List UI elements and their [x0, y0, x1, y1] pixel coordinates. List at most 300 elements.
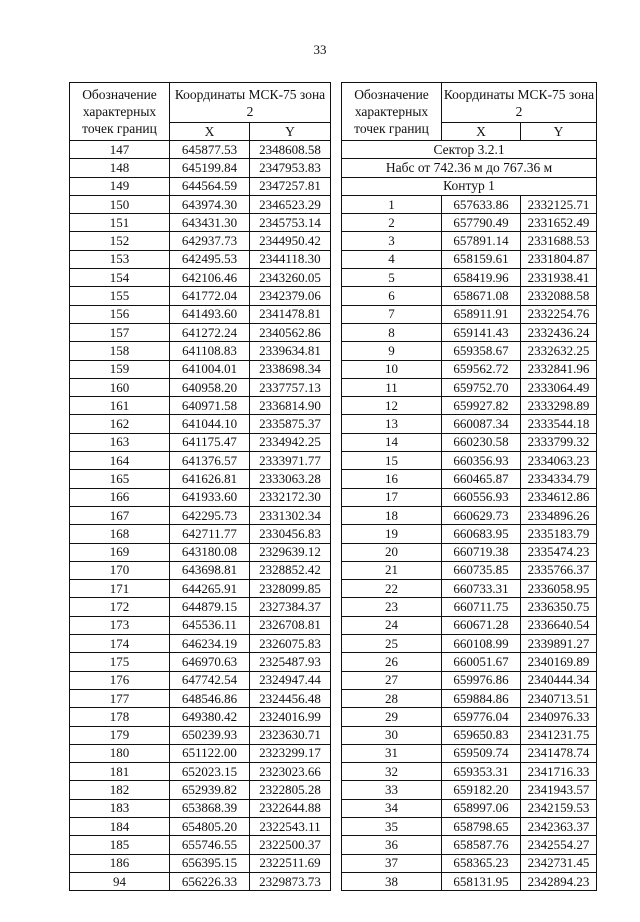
table-row	[342, 269, 597, 287]
coord-y: 2331804.87	[521, 250, 597, 268]
point-id: 17	[342, 488, 442, 506]
point-id: 9	[342, 342, 442, 360]
coord-y: 2345753.14	[250, 214, 331, 232]
point-id: 34	[342, 799, 442, 817]
coord-y: 2340444.34	[521, 671, 597, 689]
point-id: 155	[70, 287, 170, 305]
coord-y: 2334896.26	[521, 506, 597, 524]
contour-row	[342, 177, 597, 195]
coord-y: 2331302.34	[250, 506, 331, 524]
point-id: 151	[70, 214, 170, 232]
point-id: 7	[342, 305, 442, 323]
point-id: 31	[342, 744, 442, 762]
table-row	[70, 214, 331, 232]
coord-y: 2339891.27	[521, 635, 597, 653]
table-row	[70, 708, 331, 726]
coord-x: 657790.49	[442, 214, 521, 232]
coord-y: 2344118.30	[250, 250, 331, 268]
point-id: 181	[70, 763, 170, 781]
point-id: 22	[342, 580, 442, 598]
table-row	[342, 397, 597, 415]
point-id: 37	[342, 854, 442, 872]
coord-x: 644879.15	[170, 598, 250, 616]
coord-y: 2347257.81	[250, 177, 331, 195]
point-id: 20	[342, 543, 442, 561]
coord-y: 2322805.28	[250, 781, 331, 799]
coord-y: 2332632.25	[521, 342, 597, 360]
coord-x: 646234.19	[170, 635, 250, 653]
point-id: 26	[342, 653, 442, 671]
coord-x: 645536.11	[170, 616, 250, 634]
point-id: 13	[342, 415, 442, 433]
coord-x: 660671.28	[442, 616, 521, 634]
point-id: 175	[70, 653, 170, 671]
coord-x: 658131.95	[442, 872, 521, 890]
coord-y: 2331688.53	[521, 232, 597, 250]
coord-x: 660683.95	[442, 525, 521, 543]
right-table-body	[342, 141, 597, 891]
table-row	[342, 214, 597, 232]
table-row	[70, 580, 331, 598]
table-row	[70, 269, 331, 287]
point-id: 36	[342, 836, 442, 854]
coord-y: 2335183.79	[521, 525, 597, 543]
coord-x: 659141.43	[442, 323, 521, 341]
coord-x: 660230.58	[442, 433, 521, 451]
point-id: 182	[70, 781, 170, 799]
coord-y: 2342363.37	[521, 817, 597, 835]
table-row	[70, 817, 331, 835]
table-row	[70, 744, 331, 762]
coord-x: 645877.53	[170, 141, 250, 159]
coord-y: 2336814.90	[250, 397, 331, 415]
table-row	[342, 653, 597, 671]
table-row	[342, 506, 597, 524]
coord-y: 2347953.83	[250, 159, 331, 177]
coord-y: 2329639.12	[250, 543, 331, 561]
page-number: 33	[313, 42, 327, 57]
table-row	[70, 781, 331, 799]
table-row	[70, 250, 331, 268]
coord-x: 659650.83	[442, 726, 521, 744]
coord-y: 2335766.37	[521, 561, 597, 579]
point-id: 176	[70, 671, 170, 689]
table-row	[70, 342, 331, 360]
coord-y: 2335875.37	[250, 415, 331, 433]
table-row	[70, 287, 331, 305]
coord-y: 2322644.88	[250, 799, 331, 817]
coord-x: 641175.47	[170, 433, 250, 451]
coord-x: 660556.93	[442, 488, 521, 506]
coord-y: 2323299.17	[250, 744, 331, 762]
coord-x: 641376.57	[170, 452, 250, 470]
table-row	[342, 580, 597, 598]
coord-x: 649380.42	[170, 708, 250, 726]
table-row	[70, 854, 331, 872]
coord-y: 2333799.32	[521, 433, 597, 451]
point-id: 38	[342, 872, 442, 890]
coord-x: 652939.82	[170, 781, 250, 799]
coord-y: 2336058.95	[521, 580, 597, 598]
coord-x: 660465.87	[442, 470, 521, 488]
table-row	[70, 525, 331, 543]
coord-x: 651122.00	[170, 744, 250, 762]
coord-x: 658159.61	[442, 250, 521, 268]
header-coordinates: Координаты МСК-75 зона 2	[170, 83, 331, 123]
point-id: 35	[342, 817, 442, 835]
coord-y: 2341943.57	[521, 781, 597, 799]
table-row	[70, 671, 331, 689]
coord-y: 2340169.89	[521, 653, 597, 671]
coord-x: 643431.30	[170, 214, 250, 232]
coord-x: 657633.86	[442, 195, 521, 213]
table-row	[342, 250, 597, 268]
table-row	[342, 689, 597, 707]
coord-y: 2329873.73	[250, 872, 331, 890]
table-row	[70, 689, 331, 707]
coord-y: 2342159.53	[521, 799, 597, 817]
coord-x: 659562.72	[442, 360, 521, 378]
coord-x: 640971.58	[170, 397, 250, 415]
coord-x: 641772.04	[170, 287, 250, 305]
header-designation: Обозначение характерных точек границ	[70, 83, 170, 141]
point-id: 32	[342, 763, 442, 781]
coord-y: 2323630.71	[250, 726, 331, 744]
table-row	[70, 177, 331, 195]
header-y: Y	[250, 123, 331, 141]
table-row	[342, 470, 597, 488]
coord-y: 2332841.96	[521, 360, 597, 378]
point-id: 184	[70, 817, 170, 835]
table-row	[342, 360, 597, 378]
coord-y: 2337757.13	[250, 378, 331, 396]
point-id: 33	[342, 781, 442, 799]
coord-x: 659182.20	[442, 781, 521, 799]
point-id: 168	[70, 525, 170, 543]
sector-name: Сектор 3.2.1	[342, 141, 597, 159]
table-row	[342, 598, 597, 616]
coord-y: 2324947.44	[250, 671, 331, 689]
point-id: 164	[70, 452, 170, 470]
coord-y: 2325487.93	[250, 653, 331, 671]
coord-y: 2324456.48	[250, 689, 331, 707]
coord-y: 2332088.58	[521, 287, 597, 305]
point-id: 170	[70, 561, 170, 579]
table-row	[342, 323, 597, 341]
coord-y: 2342554.27	[521, 836, 597, 854]
coord-x: 660051.67	[442, 653, 521, 671]
coord-y: 2335474.23	[521, 543, 597, 561]
point-id: 30	[342, 726, 442, 744]
table-row	[70, 378, 331, 396]
table-row	[342, 781, 597, 799]
point-id: 147	[70, 141, 170, 159]
coord-y: 2328852.42	[250, 561, 331, 579]
coord-y: 2341478.74	[521, 744, 597, 762]
coord-y: 2322543.11	[250, 817, 331, 835]
header-designation: Обозначение характерных точек границ	[342, 83, 442, 141]
table-row	[70, 598, 331, 616]
table-row	[70, 653, 331, 671]
point-id: 186	[70, 854, 170, 872]
point-id: 11	[342, 378, 442, 396]
table-row	[342, 305, 597, 323]
table-row	[70, 305, 331, 323]
coord-x: 644564.59	[170, 177, 250, 195]
coord-x: 640958.20	[170, 378, 250, 396]
table-row	[342, 525, 597, 543]
point-id: 150	[70, 195, 170, 213]
coord-x: 658911.91	[442, 305, 521, 323]
coord-y: 2342731.45	[521, 854, 597, 872]
coord-x: 647742.54	[170, 671, 250, 689]
coord-y: 2330456.83	[250, 525, 331, 543]
point-id: 171	[70, 580, 170, 598]
table-row	[70, 470, 331, 488]
point-id: 25	[342, 635, 442, 653]
table-row	[342, 799, 597, 817]
table-row	[342, 744, 597, 762]
table-row	[70, 232, 331, 250]
coord-x: 641272.24	[170, 323, 250, 341]
table-row	[70, 836, 331, 854]
table-row	[70, 415, 331, 433]
table-row	[70, 360, 331, 378]
coordinates-table-left	[69, 82, 331, 891]
point-id: 154	[70, 269, 170, 287]
point-id: 179	[70, 726, 170, 744]
coord-x: 659927.82	[442, 397, 521, 415]
coord-x: 653868.39	[170, 799, 250, 817]
point-id: 166	[70, 488, 170, 506]
table-row	[342, 836, 597, 854]
coord-x: 641004.01	[170, 360, 250, 378]
point-id: 3	[342, 232, 442, 250]
table-row	[342, 671, 597, 689]
point-id: 159	[70, 360, 170, 378]
point-id: 29	[342, 708, 442, 726]
point-id: 180	[70, 744, 170, 762]
point-id: 172	[70, 598, 170, 616]
coord-y: 2336640.54	[521, 616, 597, 634]
point-id: 174	[70, 635, 170, 653]
coord-x: 660629.73	[442, 506, 521, 524]
coord-x: 659358.67	[442, 342, 521, 360]
table-row	[70, 561, 331, 579]
coord-y: 2327384.37	[250, 598, 331, 616]
coord-x: 660735.85	[442, 561, 521, 579]
point-id: 156	[70, 305, 170, 323]
coord-y: 2332254.76	[521, 305, 597, 323]
coordinates-table-right	[341, 82, 597, 891]
coord-y: 2333063.28	[250, 470, 331, 488]
table-row	[342, 488, 597, 506]
point-id: 185	[70, 836, 170, 854]
coord-y: 2328099.85	[250, 580, 331, 598]
table-row	[342, 433, 597, 451]
point-id: 19	[342, 525, 442, 543]
coord-x: 655746.55	[170, 836, 250, 854]
table-row	[70, 872, 331, 890]
left-table-body	[70, 141, 331, 891]
sector-row	[342, 141, 597, 159]
table-row	[70, 726, 331, 744]
table-row	[70, 195, 331, 213]
coord-x: 658419.96	[442, 269, 521, 287]
point-id: 24	[342, 616, 442, 634]
coord-y: 2334334.79	[521, 470, 597, 488]
point-id: 149	[70, 177, 170, 195]
point-id: 157	[70, 323, 170, 341]
point-id: 177	[70, 689, 170, 707]
coord-x: 660356.93	[442, 452, 521, 470]
coord-y: 2323023.66	[250, 763, 331, 781]
table-row	[342, 726, 597, 744]
point-id: 14	[342, 433, 442, 451]
coord-x: 656395.15	[170, 854, 250, 872]
point-id: 169	[70, 543, 170, 561]
point-id: 4	[342, 250, 442, 268]
table-row	[342, 616, 597, 634]
table-row	[342, 287, 597, 305]
point-id: 5	[342, 269, 442, 287]
coord-x: 643698.81	[170, 561, 250, 579]
coord-y: 2332436.24	[521, 323, 597, 341]
coord-x: 657891.14	[442, 232, 521, 250]
point-id: 1	[342, 195, 442, 213]
coord-y: 2331652.49	[521, 214, 597, 232]
sector-height: Набс от 742.36 м до 767.36 м	[342, 159, 597, 177]
sector-height-row	[342, 159, 597, 177]
coord-x: 643180.08	[170, 543, 250, 561]
table-row	[70, 323, 331, 341]
coord-y: 2324016.99	[250, 708, 331, 726]
header-x: X	[442, 123, 521, 141]
point-id: 12	[342, 397, 442, 415]
coord-y: 2342894.23	[521, 872, 597, 890]
coord-x: 658798.65	[442, 817, 521, 835]
coord-x: 659752.70	[442, 378, 521, 396]
coord-x: 660719.38	[442, 543, 521, 561]
point-id: 21	[342, 561, 442, 579]
table-row	[342, 763, 597, 781]
point-id: 183	[70, 799, 170, 817]
point-id: 2	[342, 214, 442, 232]
table-row	[70, 506, 331, 524]
coord-x: 652023.15	[170, 763, 250, 781]
header-x: X	[170, 123, 250, 141]
table-row	[342, 232, 597, 250]
coord-x: 645199.84	[170, 159, 250, 177]
table-row	[70, 543, 331, 561]
point-id: 27	[342, 671, 442, 689]
table-row	[70, 159, 331, 177]
coord-x: 660733.31	[442, 580, 521, 598]
table-row	[342, 561, 597, 579]
table-row	[70, 452, 331, 470]
point-id: 18	[342, 506, 442, 524]
coord-y: 2336350.75	[521, 598, 597, 616]
point-id: 148	[70, 159, 170, 177]
coord-y: 2338698.34	[250, 360, 331, 378]
table-row	[70, 635, 331, 653]
table-row	[70, 433, 331, 451]
coord-y: 2344950.42	[250, 232, 331, 250]
coord-y: 2332172.30	[250, 488, 331, 506]
table-row	[342, 635, 597, 653]
coord-y: 2341716.33	[521, 763, 597, 781]
point-id: 153	[70, 250, 170, 268]
coord-x: 641108.83	[170, 342, 250, 360]
table-row	[342, 872, 597, 890]
coord-x: 644265.91	[170, 580, 250, 598]
point-id: 28	[342, 689, 442, 707]
coord-x: 642495.53	[170, 250, 250, 268]
point-id: 160	[70, 378, 170, 396]
point-id: 94	[70, 872, 170, 890]
coord-y: 2332125.71	[521, 195, 597, 213]
point-id: 16	[342, 470, 442, 488]
header-coordinates: Координаты МСК-75 зона 2	[442, 83, 597, 123]
coord-x: 660087.34	[442, 415, 521, 433]
coord-y: 2340976.33	[521, 708, 597, 726]
coord-y: 2334942.25	[250, 433, 331, 451]
table-row	[342, 342, 597, 360]
coord-y: 2341478.81	[250, 305, 331, 323]
coord-y: 2342379.06	[250, 287, 331, 305]
coord-x: 660108.99	[442, 635, 521, 653]
coord-x: 643974.30	[170, 195, 250, 213]
table-row	[342, 708, 597, 726]
point-id: 163	[70, 433, 170, 451]
point-id: 161	[70, 397, 170, 415]
point-id: 173	[70, 616, 170, 634]
coord-y: 2343260.05	[250, 269, 331, 287]
coord-y: 2333064.49	[521, 378, 597, 396]
point-id: 152	[70, 232, 170, 250]
table-row	[342, 195, 597, 213]
point-id: 162	[70, 415, 170, 433]
coord-y: 2333544.18	[521, 415, 597, 433]
coord-x: 646970.63	[170, 653, 250, 671]
coord-y: 2348608.58	[250, 141, 331, 159]
point-id: 158	[70, 342, 170, 360]
coord-y: 2334063.23	[521, 452, 597, 470]
table-row	[70, 799, 331, 817]
coord-x: 641044.10	[170, 415, 250, 433]
coord-x: 658997.06	[442, 799, 521, 817]
coord-x: 659884.86	[442, 689, 521, 707]
coord-y: 2322511.69	[250, 854, 331, 872]
table-row	[342, 854, 597, 872]
coord-x: 660711.75	[442, 598, 521, 616]
contour-name: Контур 1	[342, 177, 597, 195]
coord-y: 2333971.77	[250, 452, 331, 470]
coord-y: 2340713.51	[521, 689, 597, 707]
point-id: 165	[70, 470, 170, 488]
coord-y: 2326075.83	[250, 635, 331, 653]
coord-x: 641626.81	[170, 470, 250, 488]
coord-y: 2339634.81	[250, 342, 331, 360]
coord-y: 2346523.29	[250, 195, 331, 213]
coord-x: 641933.60	[170, 488, 250, 506]
point-id: 10	[342, 360, 442, 378]
point-id: 8	[342, 323, 442, 341]
table-row	[70, 397, 331, 415]
coord-x: 650239.93	[170, 726, 250, 744]
coord-x: 658671.08	[442, 287, 521, 305]
table-row	[342, 452, 597, 470]
